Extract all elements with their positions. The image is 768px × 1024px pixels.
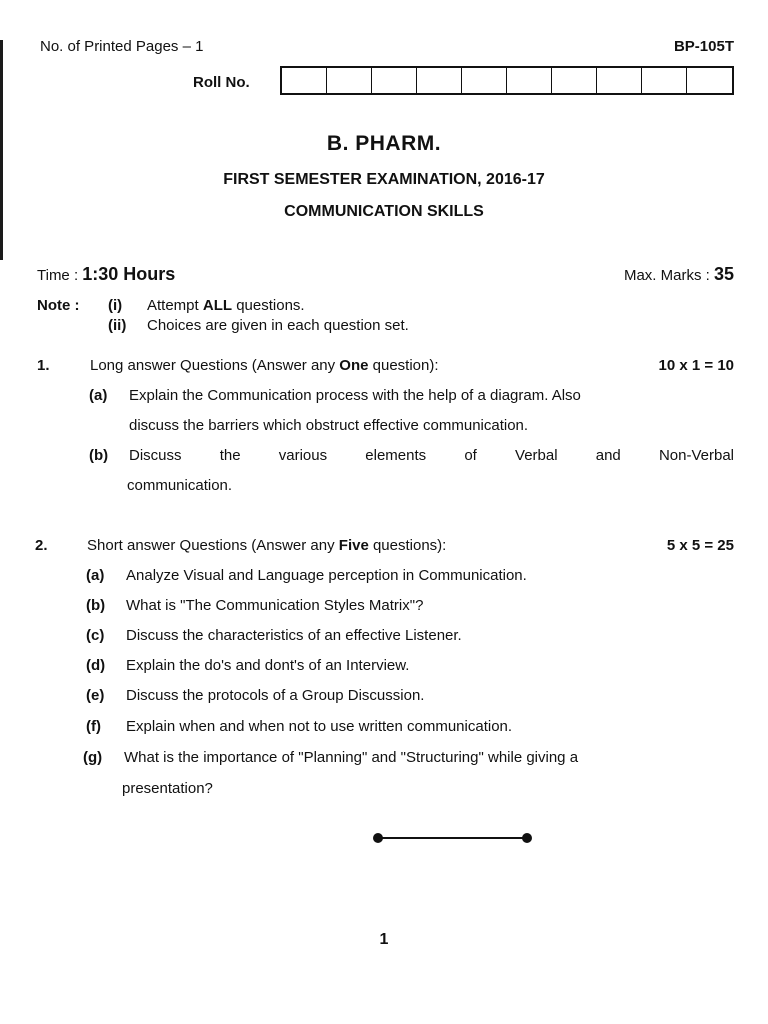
roll-digit-box (687, 68, 732, 93)
question-number: 1. (37, 357, 50, 374)
sub-question-label: (d) (86, 657, 106, 674)
question-marks: 5 x 5 = 25 (666, 537, 734, 554)
heading-emphasis: Five (338, 537, 369, 554)
end-of-paper-divider (378, 837, 528, 839)
time-allowed (37, 264, 175, 285)
sub-question-text-cont: presentation? (122, 780, 213, 797)
question-marks: 10 x 1 = 10 (658, 357, 734, 374)
time-label: Time : (37, 267, 83, 284)
sub-question-label: (e) (86, 687, 105, 704)
page-number: 1 (379, 931, 389, 948)
sub-question-text: Discuss the various elements of Verbal and Non-Verbal (129, 447, 734, 464)
sub-question-text: What is "The Communication Styles Matrix"? (126, 597, 424, 614)
heading-emphasis: One (339, 357, 369, 374)
sub-question-label: (a) (86, 567, 105, 584)
sub-question-label: (a) (89, 387, 108, 404)
sub-question-label: (b) (89, 447, 109, 464)
question-number: 2. (35, 537, 48, 554)
degree-title: B. PHARM. (326, 132, 442, 155)
note-text-part: questions. (232, 297, 305, 314)
heading-text-part: Long answer Questions (Answer any (90, 357, 340, 374)
question-heading (90, 357, 439, 374)
sub-question-text: What is the importance of "Planning" and "Structuring" while giving a (124, 749, 579, 766)
note-label: Note : (37, 297, 80, 314)
sub-question-label: (f) (86, 718, 101, 735)
divider-left-dot (373, 833, 383, 843)
max-marks (624, 264, 734, 285)
sub-question-text-cont: communication. (127, 477, 233, 494)
note-item-number: (i) (108, 297, 123, 314)
sub-question-label: (c) (86, 627, 105, 644)
heading-text-part: questions): (368, 537, 447, 554)
note-text-part: Attempt (147, 297, 203, 314)
roll-digit-box (597, 68, 642, 93)
subject-title: COMMUNICATION SKILLS (284, 203, 484, 220)
roll-digit-box (282, 68, 327, 93)
printed-pages-count: No. of Printed Pages – 1 (40, 38, 204, 55)
sub-question-label: (g) (83, 749, 103, 766)
roll-digit-box (372, 68, 417, 93)
roll-number-label: Roll No. (193, 74, 250, 91)
time-value: 1:30 Hours (82, 264, 176, 284)
question-heading (87, 537, 446, 554)
roll-number-boxes (280, 66, 734, 95)
note-emphasis: ALL (202, 297, 233, 314)
roll-digit-box (642, 68, 687, 93)
roll-digit-box (462, 68, 507, 93)
roll-digit-box (552, 68, 597, 93)
note-item-text: Choices are given in each question set. (147, 317, 409, 334)
sub-question-text: Explain the do's and dont's of an Interview. (126, 657, 410, 674)
note-item-number: (ii) (108, 317, 127, 334)
heading-text-part: question): (368, 357, 439, 374)
heading-text-part: Short answer Questions (Answer any (87, 537, 339, 554)
sub-question-text: Discuss the protocols of a Group Discussion. (126, 687, 425, 704)
sub-question-text: Discuss the characteristics of an effective Listener. (126, 627, 462, 644)
sub-question-text: Explain when and when not to use written communication. (126, 718, 513, 735)
sub-question-label: (b) (86, 597, 106, 614)
note-item-text (147, 297, 305, 314)
roll-digit-box (417, 68, 462, 93)
exam-title: FIRST SEMESTER EXAMINATION, 2016-17 (223, 171, 545, 188)
sub-question-text-cont: discuss the barriers which obstruct effective communication. (129, 417, 529, 434)
marks-label: Max. Marks : (623, 267, 714, 284)
roll-digit-box (327, 68, 372, 93)
marks-value: 35 (713, 264, 734, 284)
sub-question-text: Analyze Visual and Language perception in Communication. (126, 567, 527, 584)
divider-right-dot (522, 833, 532, 843)
sub-question-text: Explain the Communication process with the help of a diagram. Also (129, 387, 581, 404)
roll-digit-box (507, 68, 552, 93)
paper-code: BP-105T (673, 38, 734, 55)
